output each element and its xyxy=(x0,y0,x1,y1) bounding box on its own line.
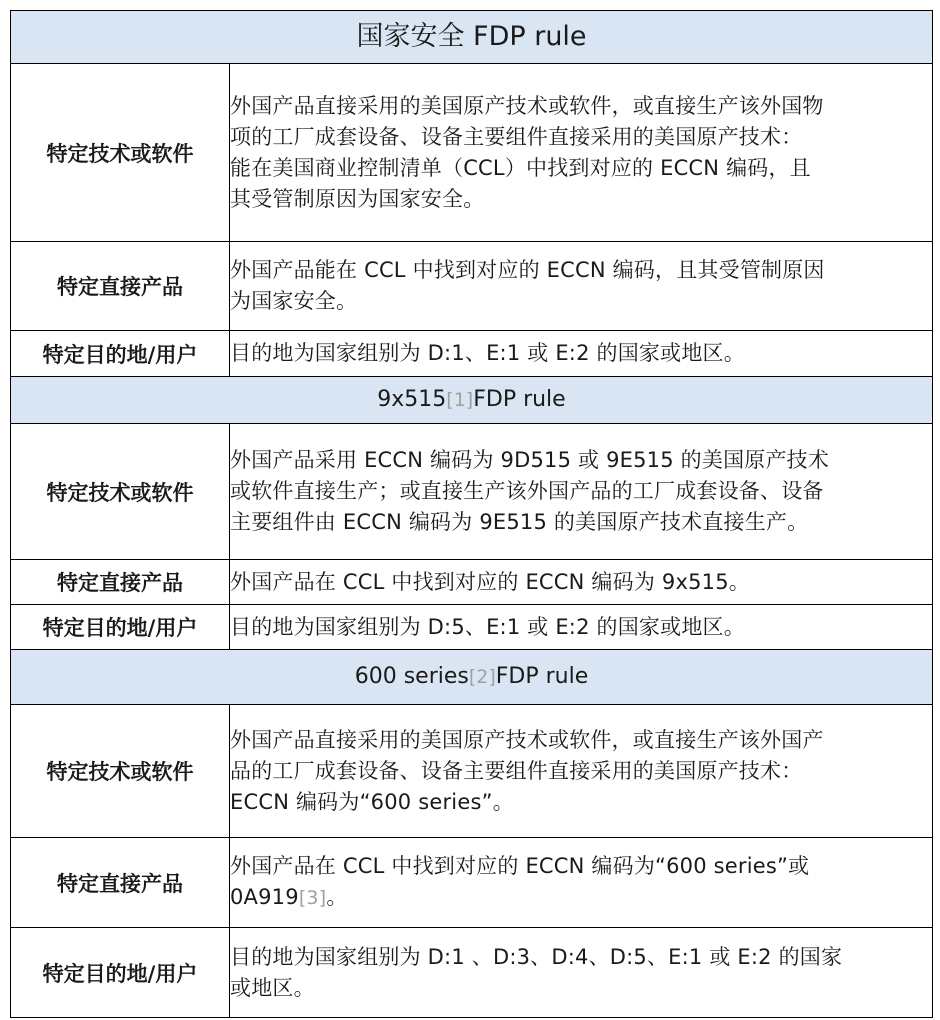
row-description xyxy=(230,424,933,560)
row-description xyxy=(230,605,933,650)
section-header-national-security xyxy=(11,11,933,64)
desc-line: 能在美国商业控制清单（CCL）中找到对应的 ECCN 编码，且 xyxy=(230,155,811,180)
row-description xyxy=(230,331,933,377)
table-row xyxy=(11,605,933,650)
footnote-ref[interactable]: [3] xyxy=(298,887,327,909)
desc-line: 目的地为国家组别为 D:5、E:1 或 E:2 的国家或地区。 xyxy=(230,614,745,639)
row-description xyxy=(230,242,933,331)
desc-line: 项的工厂成套设备、设备主要组件直接采用的美国原产技术： xyxy=(230,124,803,149)
row-label: 特定技术或软件 xyxy=(11,424,230,560)
section-title xyxy=(11,650,933,705)
table-row xyxy=(11,838,933,928)
footnote-ref[interactable]: [1] xyxy=(446,389,474,411)
desc-line: 目的地为国家组别为 D:1、E:1 或 E:2 的国家或地区。 xyxy=(230,341,745,365)
row-description xyxy=(230,560,933,605)
desc-line: 外国产品采用 ECCN 编码为 9D515 或 9E515 的美国原产技术 xyxy=(230,448,830,472)
desc-line: 品的工厂成套设备、设备主要组件直接采用的美国原产技术： xyxy=(230,758,803,783)
row-label: 特定技术或软件 xyxy=(11,64,230,242)
row-description xyxy=(230,705,933,838)
table-row xyxy=(11,64,933,242)
desc-line xyxy=(230,882,932,914)
title-text: 9x515 xyxy=(377,387,447,412)
desc-line: 外国产品能在 CCL 中找到对应的 ECCN 编码，且其受管制原因 xyxy=(230,258,825,282)
title-text: FDP rule xyxy=(473,387,566,412)
table-row xyxy=(11,242,933,331)
row-label: 特定直接产品 xyxy=(11,838,230,928)
fdp-rules-table xyxy=(10,10,933,1018)
section-header-9x515 xyxy=(11,377,933,424)
section-title: 国家安全 FDP rule xyxy=(11,11,933,64)
row-label: 特定技术或软件 xyxy=(11,705,230,838)
desc-line: 外国产品直接采用的美国原产技术或软件，或直接生产该外国产 xyxy=(230,727,824,752)
desc-line: 外国产品在 CCL 中找到对应的 ECCN 编码为 9x515。 xyxy=(230,569,750,594)
desc-line: ECCN 编码为“600 series”。 xyxy=(230,789,514,814)
section-title xyxy=(11,377,933,424)
desc-line: 为国家安全。 xyxy=(230,289,358,313)
row-label: 特定目的地/用户 xyxy=(11,331,230,377)
footnote-ref[interactable]: [2] xyxy=(468,666,496,688)
desc-line: 或软件直接生产；或直接生产该外国产品的工厂成套设备、设备 xyxy=(230,479,824,503)
table-row xyxy=(11,928,933,1018)
section-header-600-series xyxy=(11,650,933,705)
desc-line: 主要组件由 ECCN 编码为 9E515 的美国原产技术直接生产。 xyxy=(230,510,809,534)
row-label: 特定直接产品 xyxy=(11,242,230,331)
desc-line: 外国产品直接采用的美国原产技术或软件，或直接生产该外国物 xyxy=(230,93,824,118)
desc-line: 其受管制原因为国家安全。 xyxy=(230,186,485,211)
row-description xyxy=(230,838,933,928)
row-description xyxy=(230,64,933,242)
row-label: 特定目的地/用户 xyxy=(11,928,230,1018)
table-row xyxy=(11,560,933,605)
desc-line: 外国产品在 CCL 中找到对应的 ECCN 编码为“600 series”或 xyxy=(230,854,810,878)
row-description xyxy=(230,928,933,1018)
table-row xyxy=(11,331,933,377)
row-label: 特定目的地/用户 xyxy=(11,605,230,650)
title-text: 600 series xyxy=(354,664,469,689)
row-label: 特定直接产品 xyxy=(11,560,230,605)
title-text: FDP rule xyxy=(495,664,589,689)
desc-line: 或地区。 xyxy=(230,975,315,1000)
desc-text: 0A919 xyxy=(230,885,299,909)
table-row xyxy=(11,705,933,838)
desc-line: 目的地为国家组别为 D:1 、D:3、D:4、D:5、E:1 或 E:2 的国家 xyxy=(230,944,843,969)
desc-text: 。 xyxy=(326,885,348,909)
table-row xyxy=(11,424,933,560)
